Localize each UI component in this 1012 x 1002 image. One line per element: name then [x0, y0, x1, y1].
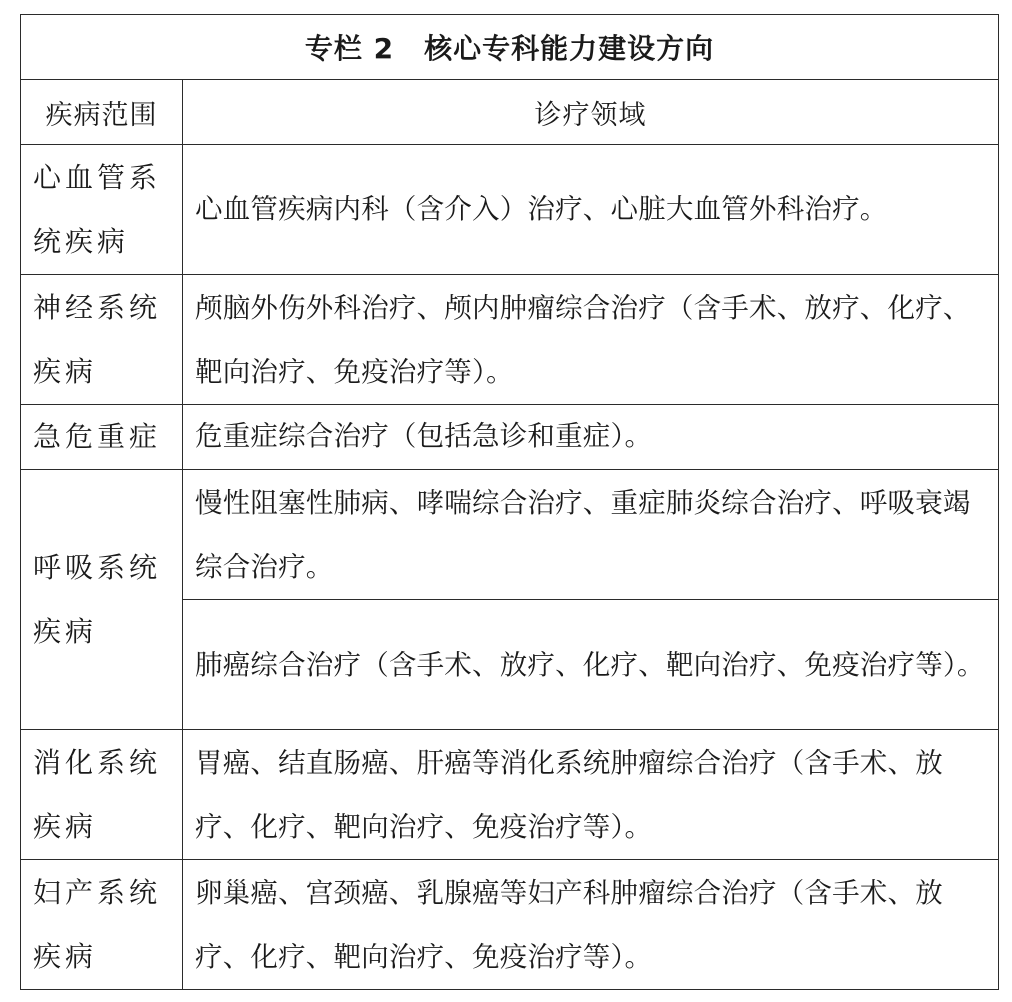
row-field: 颅脑外伤外科治疗、颅内肿瘤综合治疗（含手术、放疗、化疗、靶向治疗、免疫治疗等）。	[183, 275, 999, 405]
table-row	[21, 145, 999, 275]
row-category: 妇产系统疾病	[21, 860, 183, 990]
row-field: 胃癌、结直肠癌、肝癌等消化系统肿瘤综合治疗（含手术、放疗、化疗、靶向治疗、免疫治疗等）。	[183, 730, 999, 860]
header-category: 疾病范围	[21, 80, 183, 145]
table-row	[21, 860, 999, 990]
row-field: 心血管疾病内科（含介入）治疗、心脏大血管外科治疗。	[183, 145, 999, 275]
row-field: 肺癌综合治疗（含手术、放疗、化疗、靶向治疗、免疫治疗等）。	[183, 600, 999, 730]
header-row	[21, 80, 999, 145]
row-category: 神经系统疾病	[21, 275, 183, 405]
table-title	[21, 15, 999, 80]
table-row	[21, 275, 999, 405]
row-category: 呼吸系统疾病	[21, 470, 183, 730]
table-row	[21, 405, 999, 470]
row-field: 危重症综合治疗（包括急诊和重症）。	[183, 405, 999, 470]
header-field: 诊疗领域	[183, 80, 999, 145]
title-main: 核心专科能力建设方向	[424, 32, 715, 65]
row-field: 慢性阻塞性肺病、哮喘综合治疗、重症肺炎综合治疗、呼吸衰竭综合治疗。	[183, 470, 999, 600]
row-category: 心血管系统疾病	[21, 145, 183, 275]
title-row	[21, 15, 999, 80]
table-row	[21, 730, 999, 860]
row-field: 卵巢癌、宫颈癌、乳腺癌等妇产科肿瘤综合治疗（含手术、放疗、化疗、靶向治疗、免疫治疗等）。	[183, 860, 999, 990]
row-category: 急危重症	[21, 405, 183, 470]
title-prefix: 专栏 2	[304, 32, 395, 65]
core-specialty-table	[20, 14, 999, 990]
table-row	[21, 470, 999, 600]
row-category: 消化系统疾病	[21, 730, 183, 860]
